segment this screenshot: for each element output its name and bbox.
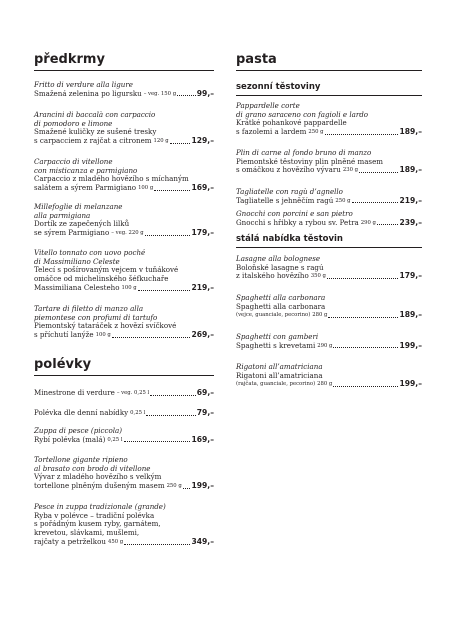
dish-description: (rajčata, guanciale, pecorino) xyxy=(236,381,316,388)
dotted-leader xyxy=(377,224,399,225)
dish-name-italian: Fritto di verdure alla ligure xyxy=(34,80,133,89)
price-row xyxy=(34,137,214,146)
dish-name-italian: di grano saraceno con fagioli e lardo xyxy=(236,109,369,119)
portion-size: 100 g xyxy=(95,332,111,339)
dotted-leader xyxy=(183,488,191,489)
price: 129,– xyxy=(191,136,214,146)
price-row xyxy=(236,311,422,320)
dish-name-italian: piemontese con profumi di tartufo xyxy=(34,312,158,322)
dish-name-italian: con misticanza e parmigiano xyxy=(34,165,138,175)
dish-name-italian: Millefoglie di melanzane xyxy=(34,202,123,211)
menu-item xyxy=(34,81,214,98)
price-row xyxy=(34,436,214,445)
price-row xyxy=(236,128,422,137)
section-title-pasta: pasta xyxy=(236,52,422,71)
dish-description: Tagliatelle s jehněčím ragú xyxy=(236,195,334,205)
price: 189,– xyxy=(399,127,422,137)
dish-name-italian: Spaghetti con gamberi xyxy=(236,332,319,341)
dotted-leader xyxy=(327,278,399,279)
section-predkrmy xyxy=(34,52,214,340)
menu-item xyxy=(34,249,214,293)
price: 79,– xyxy=(196,408,214,417)
dish-description: Piemontský tataráček z hovězí svíčkové xyxy=(34,321,177,331)
dish-description: (vejce, guanciale, pecorino) xyxy=(236,312,311,319)
price-row xyxy=(34,409,214,418)
price-row xyxy=(34,90,214,99)
portion-size: – veg. 150 g xyxy=(143,90,177,97)
price-row xyxy=(34,331,214,340)
menu-item xyxy=(236,294,422,320)
price-row xyxy=(236,272,422,281)
portion-size: 250 g xyxy=(308,129,324,136)
dotted-leader xyxy=(154,190,190,191)
dish-description: Dortík ze zapečených lilků xyxy=(34,219,130,229)
section-title-stala: stálá nabídka těstovin xyxy=(236,234,422,248)
dish-name-italian: Tortellone gigante ripieno xyxy=(34,455,128,464)
portion-size: 250 g xyxy=(335,197,351,204)
dish-description: Spaghetti s krevetami xyxy=(236,340,316,350)
dish-name-italian: Rigatoni all’amatriciana xyxy=(236,362,323,371)
dotted-leader xyxy=(124,441,191,442)
price: 169,– xyxy=(191,434,214,444)
dish-description: Piemontské těstoviny plin plněné masem xyxy=(236,156,383,166)
dish-name-italian: Plin di carne al fondo bruno di manzo xyxy=(236,148,372,157)
portion-size: 120 g xyxy=(153,138,169,145)
dish-description: s pořádným kusem ryby, garnátem, xyxy=(34,519,161,529)
portion-size: 0,25 l xyxy=(130,410,146,416)
portion-size: 100 g xyxy=(138,185,154,192)
portion-size: 250 g xyxy=(166,483,182,490)
price: 99,– xyxy=(196,88,214,98)
price-row xyxy=(236,166,422,175)
dish-description: Vývar z mladého hovězího s velkým xyxy=(34,472,162,482)
dish-description: s příchutí lanýže xyxy=(34,330,94,340)
menu-item xyxy=(34,111,214,146)
menu-item xyxy=(236,149,422,175)
dish-description: se sýrem Parmigiano xyxy=(34,228,110,238)
dotted-leader xyxy=(150,395,196,396)
price-row xyxy=(34,389,214,398)
dish-name-italian: Gnocchi con porcini e san pietro xyxy=(236,209,353,218)
menu-item xyxy=(236,188,422,205)
price: 219,– xyxy=(399,195,422,205)
price: 189,– xyxy=(399,165,422,175)
dotted-leader xyxy=(112,337,191,338)
price-row xyxy=(236,380,422,389)
price-row xyxy=(236,197,422,206)
dish-name-italian: Zuppa di pesce (piccola) xyxy=(34,426,122,435)
section-polevky xyxy=(34,357,214,546)
price: 169,– xyxy=(191,183,214,193)
portion-size: 0,25 l xyxy=(107,436,123,443)
portion-size: – veg. 220 g xyxy=(111,230,144,237)
dish-description: omáčce od michelinského šéfkuchaře xyxy=(34,274,169,284)
dish-name-italian: Pesce in zuppa tradizionale (grande) xyxy=(34,502,166,511)
menu-item xyxy=(34,427,214,444)
dish-name-italian: Tagliatelle con ragù d’agnello xyxy=(236,187,343,196)
dotted-leader xyxy=(359,172,398,173)
dish-description: Polévka dle denní nabídky xyxy=(34,408,129,417)
price-row xyxy=(236,219,422,228)
dish-name-italian: Vitello tonnato con uovo poché xyxy=(34,248,146,257)
section-sezonni xyxy=(236,82,422,227)
price: 69,– xyxy=(196,388,214,397)
price-row xyxy=(34,538,214,547)
dish-name-italian: alla parmigiana xyxy=(34,210,91,220)
dotted-leader xyxy=(352,202,399,203)
menu-item xyxy=(236,333,422,350)
menu-item xyxy=(236,363,422,389)
section-pasta xyxy=(236,52,422,71)
portion-size: – veg. 0,25 l xyxy=(116,390,150,396)
dish-description: Telecí s pošírovaným vejcem v tuňákové xyxy=(34,265,179,275)
dish-description: tortellone plněným dušeným masem xyxy=(34,481,165,491)
dish-description: Massimiliana Celesteho xyxy=(34,282,120,292)
dotted-leader xyxy=(325,134,399,135)
section-title-polevky: polévky xyxy=(34,357,214,376)
portion-size: 230 g xyxy=(342,167,359,174)
dotted-leader xyxy=(177,95,196,96)
dish-name-italian: Spaghetti alla carbonara xyxy=(236,293,326,302)
portion-size: 350 g xyxy=(310,273,326,280)
dotted-leader xyxy=(138,290,191,291)
price: 179,– xyxy=(399,271,422,281)
price: 199,– xyxy=(399,340,422,350)
price: 189,– xyxy=(399,310,422,320)
dish-description: Boloňské lasagne s ragú xyxy=(236,262,324,272)
portion-size: 280 g xyxy=(317,381,333,388)
menu-item xyxy=(34,503,214,547)
portion-size: 290 g xyxy=(317,342,333,349)
dish-name-italian: Lasagne alla bolognese xyxy=(236,254,321,263)
dish-description: rajčaty a petrželkou xyxy=(34,536,106,546)
portion-size: 100 g xyxy=(121,284,137,291)
dish-description: Rigatoni all’amatriciana xyxy=(236,370,323,380)
price: 239,– xyxy=(399,217,422,227)
menu-item xyxy=(236,210,422,227)
menu-item xyxy=(34,158,214,193)
dotted-leader xyxy=(145,235,191,236)
price: 199,– xyxy=(191,481,214,491)
section-stala xyxy=(236,234,422,389)
dish-description: Minestrone di verdure xyxy=(34,388,115,397)
menu-item xyxy=(236,255,422,281)
dotted-leader xyxy=(146,415,195,416)
dish-name-italian: al brasato con brodo di vitellone xyxy=(34,463,151,473)
dish-description: s carpacciem z rajčat a citronem xyxy=(34,136,152,146)
dish-name-italian: Arancini di baccalà con carpaccio xyxy=(34,110,156,119)
price-row xyxy=(34,184,214,193)
price-row xyxy=(34,284,214,293)
price-row xyxy=(34,482,214,491)
menu-item xyxy=(34,305,214,340)
dotted-leader xyxy=(333,347,398,348)
dish-name-italian: Tartare di filetto di manzo alla xyxy=(34,304,144,313)
price: 179,– xyxy=(191,228,214,238)
price: 219,– xyxy=(191,282,214,292)
dish-description: Gnocchi s hřibky a rybou sv. Petra xyxy=(236,217,359,227)
menu-item xyxy=(236,102,422,137)
dish-description: krevetou, slávkami, mušlemi, xyxy=(34,528,140,538)
dotted-leader xyxy=(328,317,398,318)
dish-description: s fazolemi a lardem xyxy=(236,127,307,137)
dish-description: Carpaccio z mladého hovězího s míchaným xyxy=(34,174,189,184)
price: 349,– xyxy=(191,536,214,546)
dotted-leader xyxy=(333,386,398,387)
menu-item xyxy=(34,203,214,238)
dish-name-italian: di Massimiliano Celeste xyxy=(34,256,120,266)
dish-description: z italského hovězího xyxy=(236,271,309,281)
menu-item xyxy=(34,409,214,418)
portion-size: 290 g xyxy=(360,219,376,226)
dish-description: Ryba v polévce – tradiční polévka xyxy=(34,510,155,520)
section-title-sezonni: sezonní těstoviny xyxy=(236,82,422,96)
dish-description: Spaghetti alla carbonara xyxy=(236,301,326,311)
dish-description: s omáčkou z hovězího vývaru xyxy=(236,165,341,175)
menu-item xyxy=(34,389,214,398)
portion-size: 450 g xyxy=(107,538,124,545)
price-row xyxy=(34,229,214,238)
price: 199,– xyxy=(399,379,422,389)
dish-description: Smažené kuličky ze sušené tresky xyxy=(34,127,157,137)
menu-item xyxy=(34,456,214,491)
dish-name-italian: di pomodoro e limone xyxy=(34,118,113,128)
dish-name-italian: Carpaccio di vitellone xyxy=(34,157,113,166)
dish-description: salátem a sýrem Parmigiano xyxy=(34,183,137,193)
price: 269,– xyxy=(191,330,214,340)
dish-name-italian: Pappardelle corte xyxy=(236,101,300,110)
dish-description: Rybí polévka (malá) xyxy=(34,434,106,444)
dish-description: Krátké pohankové pappardelle xyxy=(236,118,347,128)
dotted-leader xyxy=(170,143,191,144)
dotted-leader xyxy=(124,544,190,545)
dish-description: Smažená zelenina po ligursku xyxy=(34,88,142,98)
section-title-predkrmy: předkrmy xyxy=(34,52,214,71)
price-row xyxy=(236,342,422,351)
portion-size: 280 g xyxy=(312,312,328,319)
